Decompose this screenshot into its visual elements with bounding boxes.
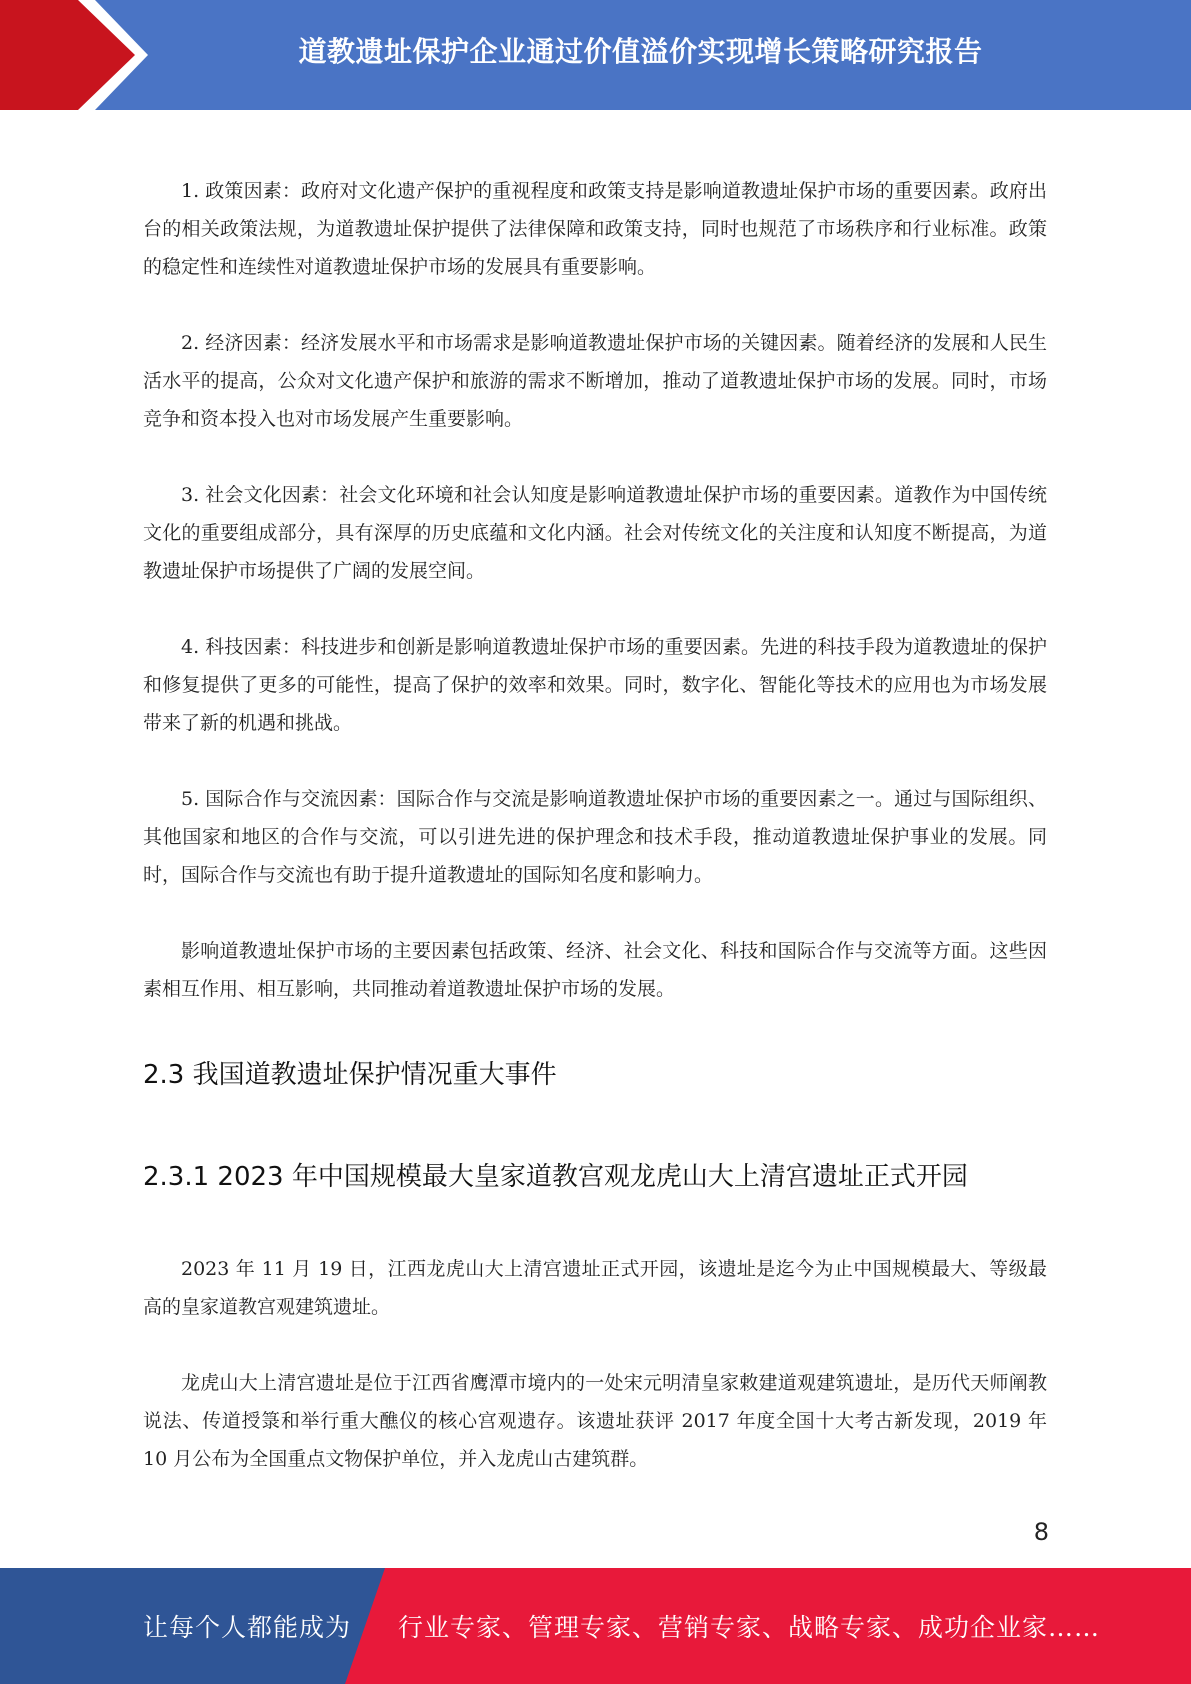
paragraph-text: 影响道教遗址保护市场的主要因素包括政策、经济、社会文化、科技和国际合作与交流等方面。这些因素相互作用、相互影响，共同推动着道教遗址保护市场的发展。 xyxy=(143,940,1047,1000)
paragraph-text: 1. 政策因素：政府对文化遗产保护的重视程度和政策支持是影响道教遗址保护市场的重要因素。政府出台的相关政策法规，为道教遗址保护提供了法律保障和政策支持，同时也规范了市场秩序和行业标准。政策的稳定性和连续性对道教遗址保护市场的发展具有重要影响。 xyxy=(143,180,1047,278)
paragraph-text: 4. 科技因素：科技进步和创新是影响道教遗址保护市场的重要因素。先进的科技手段为道教遗址的保护和修复提供了更多的可能性，提高了保护的效率和效果。同时，数字化、智能化等技术的应用也为市场发展带来了新的机遇和挑战。 xyxy=(143,636,1047,734)
paragraph-text: 5. 国际合作与交流因素：国际合作与交流是影响道教遗址保护市场的重要因素之一。通过与国际组织、其他国家和地区的合作与交流，可以引进先进的保护理念和技术手段，推动道教遗址保护事业的发展。同时，国际合作与交流也有助于提升道教遗址的国际知名度和影响力。 xyxy=(143,788,1047,886)
page-footer xyxy=(0,1568,1191,1684)
page-number: 8 xyxy=(1033,1518,1049,1546)
footer-slogan-right: 行业专家、管理专家、营销专家、战略专家、成功企业家…… xyxy=(398,1613,1101,1642)
paragraph-summary xyxy=(143,932,1047,1008)
section-heading-text: 2.3 我国道教遗址保护情况重大事件 xyxy=(143,1060,557,1090)
paragraph-technology xyxy=(143,628,1047,742)
paragraph-text: 龙虎山大上清宫遗址是位于江西省鹰潭市境内的一处宋元明清皇家敕建道观建筑遗址，是历代天师阐教说法、传道授箓和举行重大醮仪的核心宫观遗存。该遗址获评 2017 年度全国十大考古新发现，2019 年 10 月公布为全国重点文物保护单位，并入龙虎山古建筑群。 xyxy=(143,1372,1047,1470)
paragraph-text: 3. 社会文化因素：社会文化环境和社会认知度是影响道教遗址保护市场的重要因素。道教作为中国传统文化的重要组成部分，具有深厚的历史底蕴和文化内涵。社会对传统文化的关注度和认知度不断提高，为道教遗址保护市场提供了广阔的发展空间。 xyxy=(143,484,1047,582)
paragraph-policy xyxy=(143,172,1047,286)
subsection-heading xyxy=(143,1156,1047,1193)
paragraph-text: 2023 年 11 月 19 日，江西龙虎山大上清宫遗址正式开园，该遗址是迄今为止中国规模最大、等级最高的皇家道教宫观建筑遗址。 xyxy=(143,1258,1047,1318)
paragraph-event-site xyxy=(143,1364,1047,1478)
report-title: 道教遗址保护企业通过价值溢价实现增长策略研究报告 xyxy=(298,35,983,68)
page-header xyxy=(0,0,1191,110)
paragraph-international xyxy=(143,780,1047,894)
paragraph-event-opening xyxy=(143,1250,1047,1326)
section-heading xyxy=(143,1054,1047,1091)
subsection-heading-text: 2.3.1 2023 年中国规模最大皇家道教宫观龙虎山大上清宫遗址正式开园 xyxy=(143,1162,968,1192)
footer-slogan-left: 让每个人都能成为 xyxy=(143,1613,352,1642)
paragraph-economy xyxy=(143,324,1047,438)
paragraph-social-culture xyxy=(143,476,1047,590)
paragraph-text: 2. 经济因素：经济发展水平和市场需求是影响道教遗址保护市场的关键因素。随着经济的发展和人民生活水平的提高，公众对文化遗产保护和旅游的需求不断增加，推动了道教遗址保护市场的发展。同时，市场竞争和资本投入也对市场发展产生重要影响。 xyxy=(143,332,1047,430)
